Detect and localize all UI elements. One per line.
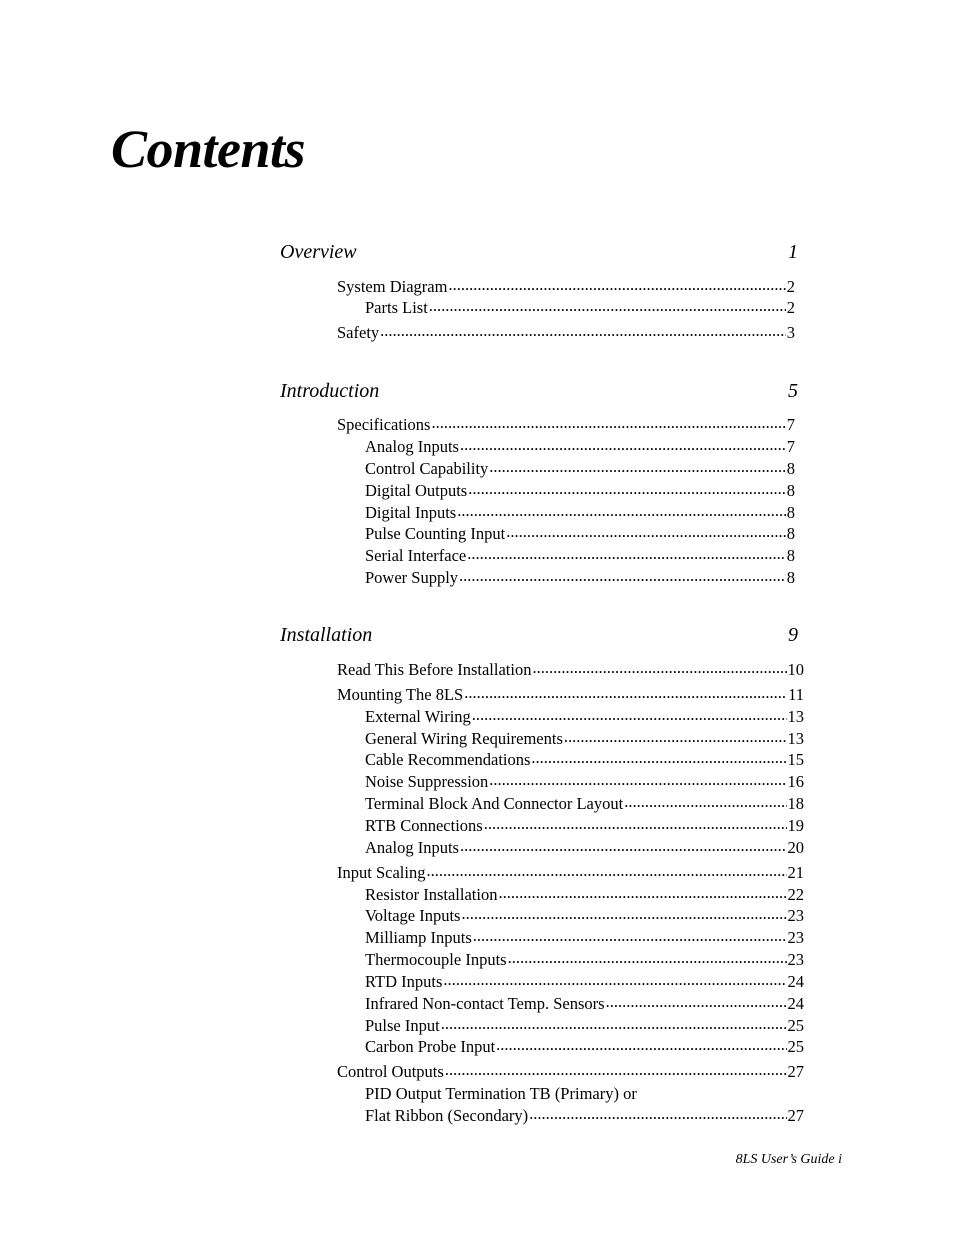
toc-entry-page-number: 18 [787,794,804,813]
toc-entry[interactable] [365,772,804,792]
dot-leader [529,1107,786,1121]
toc-entry-label: Resistor Installation [365,885,498,904]
toc-entry[interactable] [365,838,804,858]
toc-entry-page-number: 15 [787,750,804,769]
toc-entry-label: Carbon Probe Input [365,1037,496,1056]
toc-entry[interactable] [337,277,795,297]
chapter-title: Introduction [280,380,380,402]
toc-entry[interactable] [365,885,804,905]
toc-entry-page-number: 24 [787,994,804,1013]
toc-entry-label: External Wiring [365,707,471,726]
chapter-page-number: 5 [788,380,798,402]
dot-leader [484,817,787,831]
dot-leader [496,1038,786,1052]
toc-entry-label: Noise Suppression [365,772,489,791]
toc-entry-page-number: 20 [787,838,804,857]
toc-entry-page-number: 19 [787,816,804,835]
toc-entry-label: Mounting The 8LS [337,685,464,704]
toc-entry-page-number: 11 [788,685,804,704]
dot-leader [445,1063,787,1077]
dot-leader [431,416,785,430]
toc-entry-page-number: 25 [787,1037,804,1056]
toc-entry-label: Pulse Input [365,1016,440,1035]
toc-entry-page-number: 13 [787,707,804,726]
toc-entry[interactable] [337,323,795,343]
dot-leader [532,661,786,675]
dot-leader [459,569,786,583]
toc-entry-label: Flat Ribbon (Secondary) [365,1106,529,1125]
toc-entry-label: Voltage Inputs [365,906,461,925]
toc-entry-label: PID Output Termination TB (Primary) or [365,1084,637,1103]
page-footer: 8LS User’s Guide i [735,1152,842,1167]
toc-entry[interactable] [365,568,795,588]
page-title: Contents [111,119,306,179]
toc-entry-page-number: 7 [786,415,795,434]
toc-entry-page-number: 2 [786,277,795,296]
toc-entry-page-number: 27 [787,1106,804,1125]
toc-entry-label: Pulse Counting Input [365,524,506,543]
toc-entry[interactable] [365,1084,637,1104]
chapter-title: Overview [280,241,357,263]
toc-entry[interactable] [365,524,795,544]
toc-entry-page-number: 8 [786,546,795,565]
toc-entry[interactable] [365,994,804,1014]
chapter-title: Installation [280,624,373,646]
toc-entry[interactable] [337,1062,804,1082]
toc-entry[interactable] [365,906,804,926]
toc-entry[interactable] [365,928,804,948]
dot-leader [531,751,786,765]
dot-leader [506,525,785,539]
toc-entry-label: Safety [337,323,380,342]
dot-leader [464,686,787,700]
toc-entry[interactable] [365,1016,804,1036]
toc-entry-label: Milliamp Inputs [365,928,472,947]
dot-leader [429,299,786,313]
toc-entry-page-number: 23 [787,928,804,947]
dot-leader [457,504,786,518]
toc-entry-page-number: 24 [787,972,804,991]
dot-leader [426,864,786,878]
toc-entry[interactable] [365,481,795,501]
toc-entry-page-number: 22 [787,885,804,904]
chapter-heading[interactable] [280,379,798,403]
chapter-heading[interactable] [280,240,798,264]
toc-entry-label: General Wiring Requirements [365,729,563,748]
toc-entry-label: Specifications [337,415,431,434]
toc-entry[interactable] [365,1106,804,1126]
toc-entry-page-number: 10 [787,660,804,679]
toc-entry-label: Input Scaling [337,863,426,882]
toc-entry-label: System Diagram [337,277,448,296]
toc-entry-label: Thermocouple Inputs [365,950,507,969]
toc-entry-label: RTD Inputs [365,972,443,991]
dot-leader [441,1017,787,1031]
toc-entry-label: RTB Connections [365,816,483,835]
dot-leader [473,929,787,943]
chapter-page-number: 1 [788,241,798,263]
toc-entry-label: Parts List [365,298,428,317]
dot-leader [606,995,787,1009]
toc-entry-label: Power Supply [365,568,459,587]
toc-entry[interactable] [337,685,804,705]
dot-leader [380,324,786,338]
toc-entry-page-number: 23 [787,950,804,969]
toc-entry[interactable] [337,863,804,883]
toc-entry-page-number: 7 [786,437,795,456]
toc-entry-page-number: 8 [786,459,795,478]
toc-entry-page-number: 21 [787,863,804,882]
toc-entry-page-number: 25 [787,1016,804,1035]
toc-entry[interactable] [365,794,804,814]
toc-entry[interactable] [365,1037,804,1057]
dot-leader [508,951,787,965]
toc-entry[interactable] [365,546,795,566]
toc-entry-label: Digital Inputs [365,503,457,522]
toc-entry-page-number: 13 [787,729,804,748]
dot-leader [461,907,786,921]
toc-entry-page-number: 8 [786,524,795,543]
toc-entry-page-number: 8 [786,568,795,587]
toc-entry-page-number: 3 [786,323,795,342]
chapter-heading[interactable] [280,623,798,647]
toc-entry-label: Control Outputs [337,1062,444,1081]
dot-leader [460,438,786,452]
toc-entry-label: Serial Interface [365,546,467,565]
dot-leader [468,482,786,496]
dot-leader [467,547,786,561]
toc-entry[interactable] [365,816,804,836]
dot-leader [498,886,786,900]
toc-entry-label: Analog Inputs [365,838,459,857]
toc-entry[interactable] [365,298,795,318]
toc-entry-page-number: 16 [787,772,804,791]
dot-leader [448,278,785,292]
toc-entry-label: Cable Recommendations [365,750,531,769]
toc-entry-label: Read This Before Installation [337,660,532,679]
dot-leader [443,973,786,987]
dot-leader [489,773,786,787]
toc-entry[interactable] [365,707,804,727]
toc-entry-page-number: 8 [786,481,795,500]
dot-leader [624,795,786,809]
toc-entry[interactable] [337,660,804,680]
toc-entry[interactable] [365,750,804,770]
toc-entry[interactable] [365,950,804,970]
toc-entry-label: Terminal Block And Connector Layout [365,794,624,813]
toc-entry[interactable] [365,503,795,523]
toc-entry[interactable] [365,729,804,749]
toc-entry-label: Analog Inputs [365,437,459,456]
toc-entry[interactable] [365,972,804,992]
toc-entry-label: Control Capability [365,459,489,478]
toc-entry-page-number: 27 [787,1062,804,1081]
toc-entry-page-number: 2 [786,298,795,317]
toc-entry[interactable] [365,459,795,479]
dot-leader [460,839,787,853]
toc-entry[interactable] [337,415,795,435]
toc-entry-label: Digital Outputs [365,481,468,500]
chapter-page-number: 9 [788,624,798,646]
dot-leader [472,708,787,722]
toc-entry-label: Infrared Non-contact Temp. Sensors [365,994,605,1013]
toc-entry-page-number: 8 [786,503,795,522]
toc-entry-page-number: 23 [787,906,804,925]
dot-leader [564,730,787,744]
dot-leader [489,460,785,474]
toc-entry[interactable] [365,437,795,457]
